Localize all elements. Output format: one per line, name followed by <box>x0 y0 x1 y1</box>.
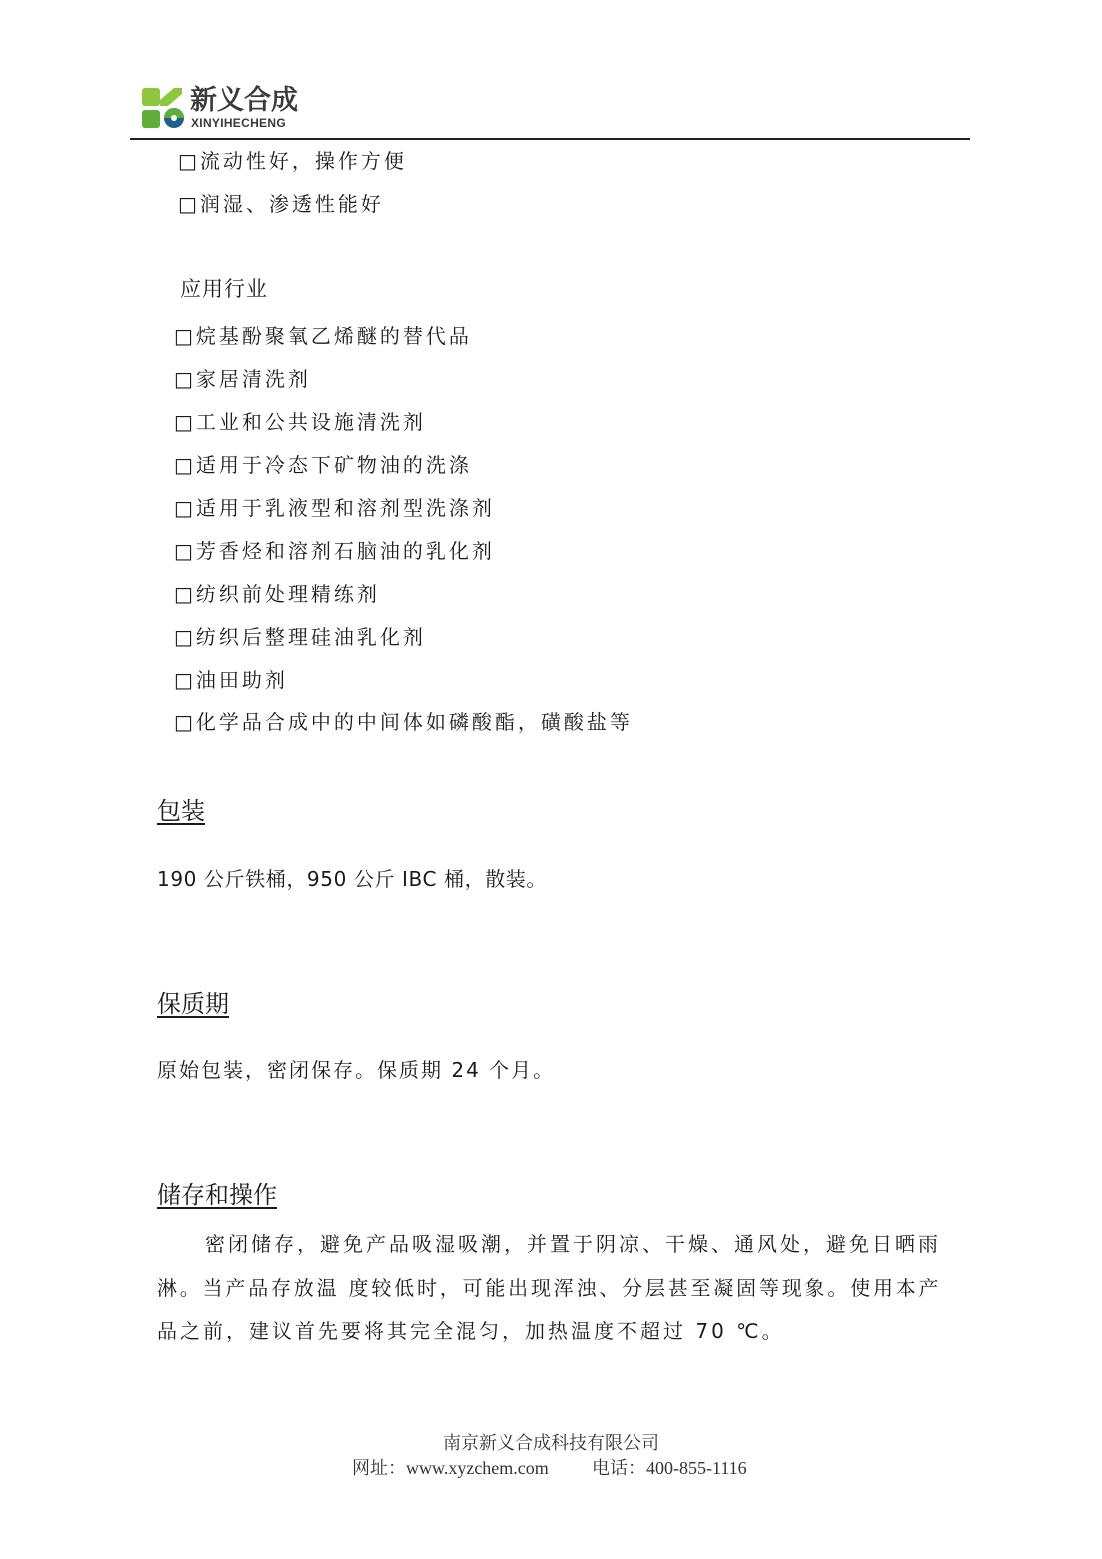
storage-paragraph-line: 密闭储存，避免产品吸湿吸潮，并置于阴凉、干燥、通风处，避免日晒雨 <box>205 1232 941 1256</box>
application-item: □家居清洗剂 <box>174 367 311 391</box>
header-divider <box>130 138 970 140</box>
logo-english-name: XINYIHECHENG <box>191 116 286 130</box>
storage-paragraph-line: 品之前，建议首先要将其完全混匀，加热温度不超过 70 ℃。 <box>157 1319 785 1343</box>
packaging-text: 190 公斤铁桶，950 公斤 IBC 桶，散装。 <box>157 867 548 891</box>
application-item: □工业和公共设施清洗剂 <box>174 410 426 434</box>
packaging-title: 包装 <box>157 797 205 825</box>
feature-item: □润湿、渗透性能好 <box>178 192 384 216</box>
feature-item: □流动性好，操作方便 <box>178 149 407 173</box>
footer-website: 网址：www.xyzchem.com <box>352 1458 549 1478</box>
footer-company: 南京新义合成科技有限公司 <box>443 1433 659 1453</box>
shelf-life-title: 保质期 <box>157 990 229 1018</box>
storage-title: 储存和操作 <box>157 1181 277 1209</box>
application-item: □芳香烃和溶剂石脑油的乳化剂 <box>174 539 495 563</box>
application-item: □适用于乳液型和溶剂型洗涤剂 <box>174 496 495 520</box>
logo-chinese-name: 新义合成 <box>190 85 298 116</box>
footer-phone: 电话：400-855-1116 <box>592 1458 747 1478</box>
application-item: □化学品合成中的中间体如磷酸酯，磺酸盐等 <box>174 710 633 734</box>
xinyi-logo-icon <box>140 84 186 132</box>
shelf-life-text: 原始包装，密闭保存。保质期 24 个月。 <box>157 1058 556 1082</box>
storage-paragraph-line: 淋。当产品存放温 度较低时，可能出现浑浊、分层甚至凝固等现象。使用本产 <box>157 1276 942 1300</box>
application-item: □纺织前处理精练剂 <box>174 582 380 606</box>
application-item: □油田助剂 <box>174 668 288 692</box>
application-item: □适用于冷态下矿物油的洗涤 <box>174 453 472 477</box>
application-item: □纺织后整理硅油乳化剂 <box>174 625 426 649</box>
applications-title: 应用行业 <box>180 277 268 301</box>
application-item: □烷基酚聚氧乙烯醚的替代品 <box>174 324 472 348</box>
